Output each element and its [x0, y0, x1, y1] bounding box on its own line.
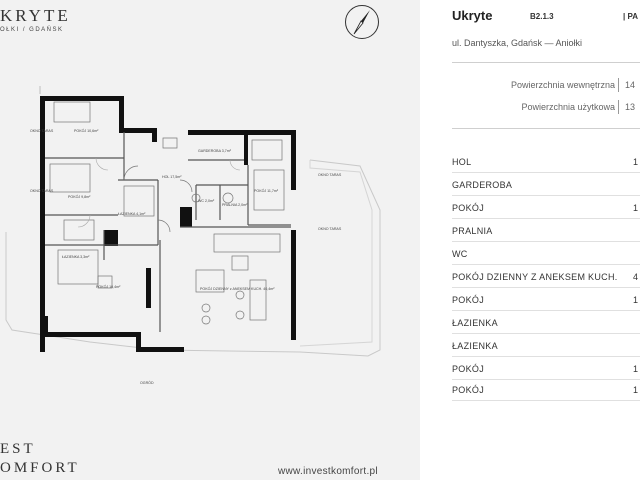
- room-name: POKÓJ DZIENNY Z ANEKSEM KUCH.: [452, 272, 618, 282]
- room-value: 1: [633, 385, 639, 395]
- room-label-lazienka-2: ŁAZIENKA 3,3m²: [62, 255, 90, 259]
- room-value: 4: [633, 272, 639, 282]
- room-label-wc: WC 2,0m²: [198, 199, 215, 203]
- room-name: ŁAZIENKA: [452, 341, 498, 351]
- website-link[interactable]: www.investkomfort.pl: [278, 466, 378, 477]
- room-label-pralnia: PRALNIA 2,0m²: [222, 203, 248, 207]
- brand-title: KRYTE: [0, 6, 71, 25]
- room-label-pokoj-4: POKÓJ 11,7m²: [254, 189, 279, 193]
- side-label-2: OKNO TARAS: [30, 189, 54, 193]
- room-value: 1: [633, 364, 639, 374]
- company-logo-line2: OMFORT: [0, 460, 80, 476]
- row-divider: [452, 195, 640, 196]
- room-name: WC: [452, 249, 468, 259]
- room-name: POKÓJ: [452, 385, 485, 395]
- row-divider: [452, 241, 640, 242]
- room-name: ŁAZIENKA: [452, 318, 498, 328]
- room-name: POKÓJ: [452, 295, 485, 305]
- side-label-4: OKNO TARAS: [318, 227, 342, 231]
- separator: [618, 100, 619, 114]
- room-name: POKÓJ: [452, 364, 485, 374]
- side-label-3: OKNO TARAS: [318, 173, 342, 177]
- row-divider: [452, 264, 640, 265]
- divider: [452, 62, 640, 63]
- room-name: GARDEROBA: [452, 180, 513, 190]
- address: ul. Dantyszka, Gdańsk — Aniołki: [452, 38, 583, 48]
- brand-subtitle: OŁKI / GDAŃSK: [0, 27, 64, 33]
- room-label-pokoj-dzienny: POKÓJ DZIENNY z ANEKSEM KUCH. 40,4m²: [200, 287, 275, 291]
- area-label-internal: Powierzchnia wewnętrzna: [510, 80, 615, 90]
- company-logo-line1: EST: [0, 441, 36, 457]
- room-label-hol: HOL 17,5m²: [162, 175, 182, 179]
- room-label-pokoj-1: POKÓJ 10,6m²: [74, 129, 99, 133]
- summary-panel: [420, 0, 640, 480]
- area-value-internal: 14: [625, 80, 636, 90]
- row-divider: [452, 356, 640, 357]
- room-name: HOL: [452, 157, 472, 167]
- row-divider: [452, 218, 640, 219]
- apartment-code: B2.1.3: [530, 12, 554, 21]
- row-divider: [452, 379, 640, 380]
- area-value-usable: 13: [625, 102, 636, 112]
- room-name: POKÓJ: [452, 203, 485, 213]
- compass-north-arrow-icon: [344, 4, 380, 40]
- room-name: PRALNIA: [452, 226, 493, 236]
- room-value: 1: [633, 157, 639, 167]
- separator: [618, 78, 619, 92]
- room-label-lazienka-1: ŁAZIENKA 4,1m²: [118, 212, 146, 216]
- row-divider: [452, 172, 640, 173]
- room-label-pokoj-2: POKÓJ 9,8m²: [68, 195, 91, 199]
- room-label-garderoba: GARDEROBA 3,7m²: [198, 149, 231, 153]
- room-value: 1: [633, 295, 639, 305]
- room-label-pokoj-3: POKÓJ 10,4m²: [96, 285, 121, 289]
- row-divider: [452, 287, 640, 288]
- garden-label: OGRÓD: [140, 381, 154, 385]
- project-title: Ukryte: [452, 8, 493, 23]
- row-divider: [452, 400, 640, 401]
- side-label-1: OKNO TARAS: [30, 129, 54, 133]
- row-divider: [452, 310, 640, 311]
- floor-plan-drawing: [0, 80, 420, 400]
- room-value: 1: [633, 203, 639, 213]
- row-divider: [452, 333, 640, 334]
- area-label-usable: Powierzchnia użytkowa: [521, 102, 615, 112]
- divider: [452, 128, 640, 129]
- floor-code: | PA: [623, 12, 638, 21]
